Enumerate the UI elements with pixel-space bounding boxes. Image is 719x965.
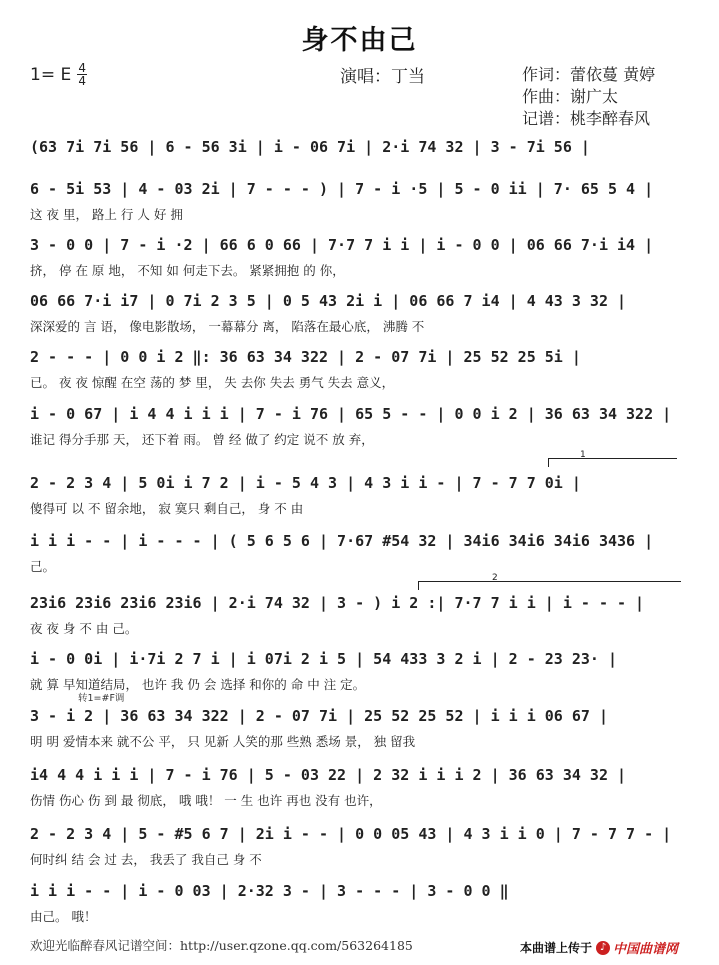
score-music-row: 06 66 7·i i7 | 0 7i 2 3 5 | 0 5 43 2i i | 06 66 7 i4 | 4 43 3 32 |: [30, 292, 627, 310]
score-lyric-row: 挤， 停 在 原 地， 不知 如 何走下去。 紧紧拥抱 的 你，: [30, 263, 345, 278]
score-lyric-row: 夜 夜 身 不 由 己。: [30, 621, 138, 636]
score-music-row: i i i - - | i - - - | ( 5 6 5 6 | 7·67 #54 32 | 34i6 34i6 34i6 3436 |: [30, 532, 654, 550]
footer-upload-note: [520, 938, 678, 957]
score-lyric-row: 就 算 早知道结局， 也许 我 仍 会 选择 和你的 命 中 注 定。: [30, 677, 366, 692]
score-music-row: 2 - 2 3 4 | 5 - #5 6 7 | 2i i - - | 0 0 05 43 | 4 3 i i 0 | 7 - 7 7 - |: [30, 825, 672, 843]
time-signature: [77, 62, 87, 87]
singer-credit: 演唱：丁当: [340, 67, 425, 87]
score-music-row: i i i - - | i - 0 03 | 2·32 3 - | 3 - - - | 3 - 0 0 ‖: [30, 882, 509, 900]
score-music-row: 3 - i 2 | 36 63 34 322 | 2 - 07 7i | 25 52 25 52 | i i i 06 67 |: [30, 707, 608, 725]
score-lyric-row: 明 明 爱情本来 就不公 平， 只 见新 人笑的那 些熟 悉场 景， 独 留我: [30, 734, 416, 749]
time-signature-top: 4: [78, 61, 87, 75]
score-lyric-row: 己。: [30, 559, 56, 574]
score-lyric-row: 何时纠 结 会 过 去， 我丢了 我自己 身 不: [30, 852, 262, 867]
score-lyric-row: 这 夜 里， 路上 行 人 好 拥: [30, 207, 183, 222]
score-music-row: i - 0 0i | i·7i 2 7 i | i 07i 2 i 5 | 54 433 3 2 i | 2 - 23 23· |: [30, 650, 617, 668]
time-signature-bottom: 4: [78, 74, 87, 88]
score-music-row: 2 - - - | 0 0 i 2 ‖: 36 63 34 322 | 2 - 07 7i | 25 52 25 5i |: [30, 348, 581, 366]
score-music-row: 23i6 23i6 23i6 23i6 | 2·i 74 32 | 3 - ) i 2 :| 7·7 7 i i | i - - - |: [30, 594, 645, 612]
score-lyric-row: 深深爱的 言 语， 像电影散场， 一幕幕分 离， 陷落在最心底， 沸腾 不: [30, 319, 425, 334]
page-title: 身不由己: [301, 25, 418, 56]
score-lyric-row: 伤情 伤心 伤 到 最 彻底， 哦 哦！ 一 生 也许 再也 没有 也许，: [30, 793, 382, 808]
score-music-row: 2 - 2 3 4 | 5 0i i 7 2 | i - 5 4 3 | 4 3 i i - | 7 - 7 7 0i |: [30, 474, 581, 492]
composer-credit: 作曲：谢广太: [522, 87, 619, 106]
score-lyric-row: 已。 夜 夜 惊醒 在空 荡的 梦 里， 失 去你 失去 勇气 失去 意义，: [30, 375, 395, 390]
score-music-row: 3 - 0 0 | 7 - i ·2 | 66 6 0 66 | 7·7 7 i i | i - 0 0 | 06 66 7·i i4 |: [30, 236, 654, 254]
score-lyric-row: 傻得可 以 不 留余地， 寂 寞只 剩自己， 身 不 由: [30, 501, 304, 516]
modulation-note: 转1=#F调: [78, 693, 125, 704]
transcriber-credit: 记谱：桃李醉春风: [522, 109, 651, 128]
volta-number-2: 2: [492, 573, 498, 583]
score-music-row: i4 4 4 i i i | 7 - i 76 | 5 - 03 22 | 2 32 i i i 2 | 36 63 34 32 |: [30, 766, 627, 784]
lyricist-credit: 作词：蕾依蔓 黄婷: [522, 65, 656, 84]
key-signature: [30, 62, 87, 87]
score-music-row: i - 0 67 | i 4 4 i i i | 7 - i 76 | 65 5 - - | 0 0 i 2 | 36 63 34 322 |: [30, 405, 672, 423]
site-logo-icon: ♪: [596, 941, 610, 955]
upload-label: 本曲谱上传于: [520, 941, 593, 955]
site-logo[interactable]: [596, 938, 678, 957]
score-music-row: 6 - 5i 53 | 4 - 03 2i | 7 - - - ) | 7 - i ·5 | 5 - 0 ii | 7· 65 5 4 |: [30, 180, 654, 198]
score-lyric-row: 由己。 哦！: [30, 909, 97, 924]
score-music-row: (63 7i 7i 56 | 6 - 56 3i | i - 06 7i | 2·i 74 32 | 3 - 7i 56 |: [30, 138, 590, 156]
score-lyric-row: 谁记 得分手那 天， 还下着 雨。 曾 经 做了 约定 说不 放 弃，: [30, 432, 374, 447]
footer-url[interactable]: 欢迎光临醉春风记谱空间：http://user.qzone.qq.com/563264185: [30, 938, 413, 953]
volta-number-1: 1: [580, 450, 586, 460]
key-label: 1= E: [30, 64, 72, 85]
site-logo-text: 中国曲谱网: [613, 942, 679, 957]
volta-bracket-2: [418, 581, 681, 590]
volta-bracket-1: [548, 458, 677, 467]
